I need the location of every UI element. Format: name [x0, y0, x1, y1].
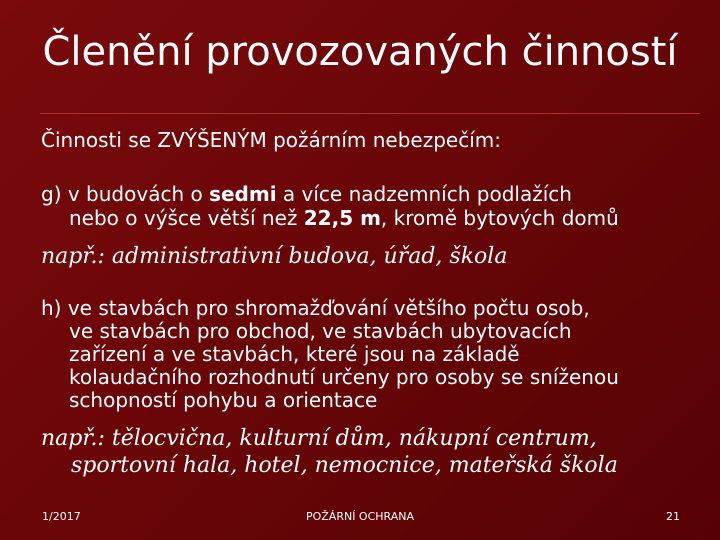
- item-h-line3: zařízení a ve stavbách, které jsou na základě: [69, 342, 520, 366]
- footer-date: 1/2017: [42, 510, 81, 523]
- example-h-line1: např.: tělocvična, kulturní dům, nákupní centrum,: [41, 426, 597, 451]
- item-g-line2-end: , kromě bytových domů: [380, 206, 619, 230]
- item-h-line1: h) ve stavbách pro shromažďování většího počtu osob,: [41, 296, 590, 320]
- item-g-bold-floors: sedmi: [209, 182, 277, 206]
- item-h-line4: kolaudačního rozhodnutí určeny pro osoby se sníženou: [69, 365, 619, 389]
- footer-title: POŽÁRNÍ OCHRANA: [305, 510, 415, 523]
- item-g-line2-start: nebo o výšce větší než: [69, 206, 304, 230]
- item-g: [41, 182, 681, 230]
- item-h: [41, 297, 681, 412]
- item-g-prefix: g) v budovách o: [41, 182, 210, 206]
- footer-page-number: 21: [666, 510, 680, 523]
- item-g-bold-height: 22,5 m: [303, 206, 381, 230]
- item-g-mid: a více nadzemních podlažích: [276, 182, 572, 206]
- title-divider: [40, 113, 700, 114]
- example-h: [41, 425, 691, 479]
- example-g: např.: administrativní budova, úřad, škola: [41, 244, 508, 269]
- slide-title: Členění provozovaných činností: [42, 29, 678, 75]
- example-h-line2: sportovní hala, hotel, nemocnice, mateřská škola: [71, 453, 618, 478]
- item-h-line5: schopností pohybu a orientace: [69, 388, 378, 412]
- slide-subtitle: Činnosti se ZVÝŠENÝM požárním nebezpečím:: [41, 128, 501, 152]
- item-h-line2: ve stavbách pro obchod, ve stavbách ubytovacích: [69, 319, 572, 343]
- item-g-line2: [41, 206, 681, 230]
